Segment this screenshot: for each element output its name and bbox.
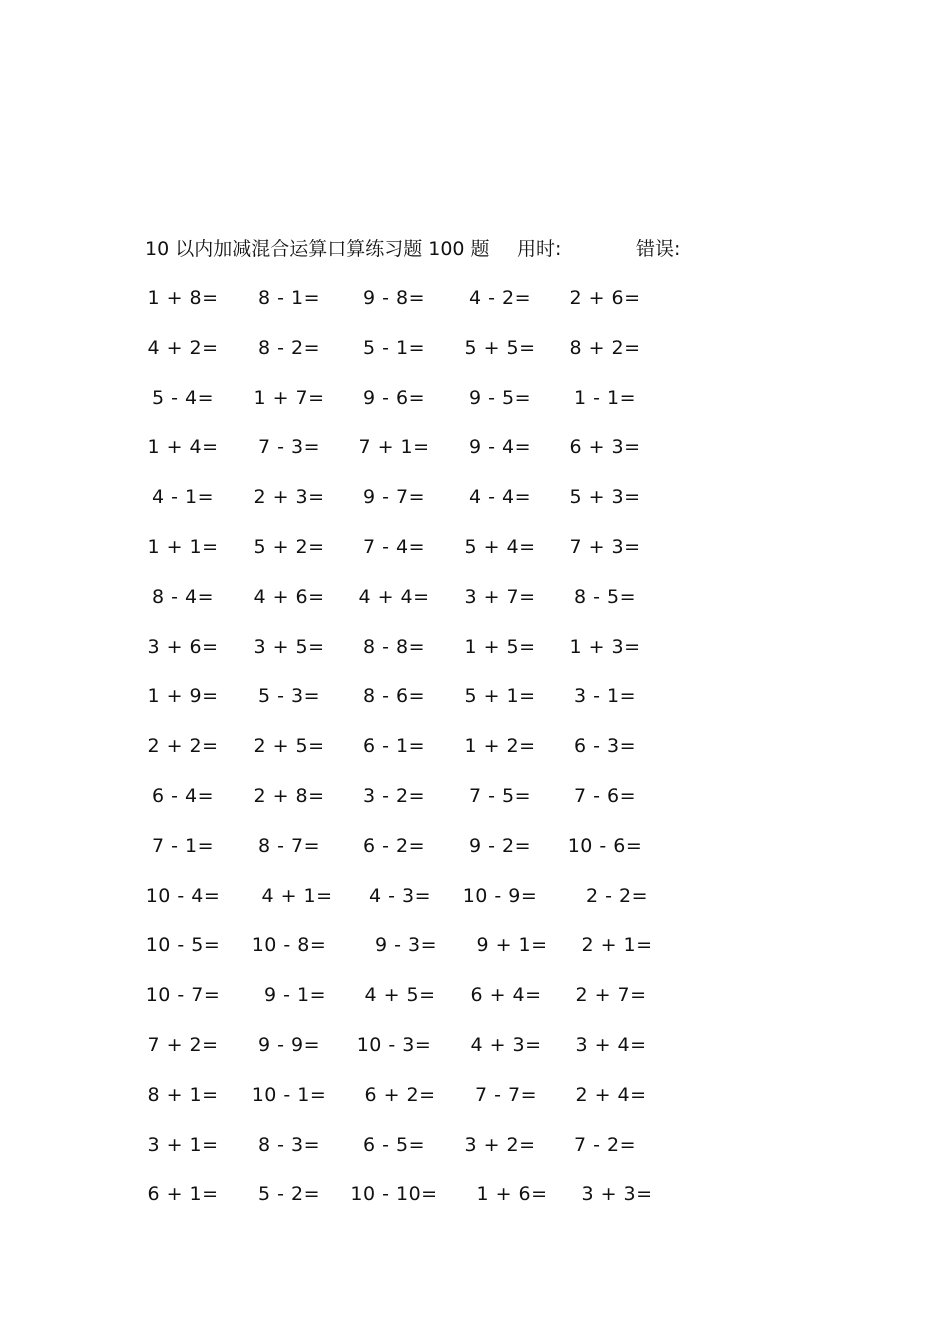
problem-row <box>140 1079 680 1129</box>
problem-item: 10 - 5= <box>145 934 221 957</box>
problem-item: 9 + 1= <box>476 934 548 957</box>
problem-item: 9 - 7= <box>362 486 426 509</box>
problem-row <box>140 531 680 581</box>
problem-item: 8 - 1= <box>257 287 321 309</box>
problem-item: 9 - 5= <box>468 386 532 409</box>
problem-item: 5 - 4= <box>151 386 215 409</box>
problem-item: 4 + 2= <box>147 336 219 359</box>
problem-item: 2 + 2= <box>147 735 219 758</box>
problem-item: 2 + 6= <box>569 287 641 309</box>
problem-item: 1 + 4= <box>147 436 219 459</box>
problem-item: 2 + 4= <box>575 1083 647 1106</box>
problem-item: 4 - 1= <box>151 486 215 509</box>
problem-item: 6 - 1= <box>362 735 426 758</box>
problem-row <box>140 880 680 930</box>
problem-item: 2 + 1= <box>581 934 653 957</box>
problem-item: 2 + 3= <box>253 486 325 509</box>
problem-item: 7 - 5= <box>468 784 532 807</box>
problem-item: 4 + 4= <box>358 585 430 608</box>
problem-item: 7 + 1= <box>358 436 430 459</box>
problem-item: 6 + 2= <box>364 1083 436 1106</box>
problem-item: 8 - 8= <box>362 635 426 658</box>
problem-item: 9 - 3= <box>374 934 438 957</box>
problem-item: 4 - 4= <box>468 486 532 509</box>
problem-item: 10 - 3= <box>356 1033 432 1056</box>
worksheet-title: 10 以内加减混合运算口算练习题 100 题 <box>145 238 490 260</box>
problem-row <box>140 631 680 681</box>
problem-item: 5 - 1= <box>362 336 426 359</box>
problem-row <box>140 581 680 631</box>
problem-item: 10 - 7= <box>145 984 221 1007</box>
problem-item: 3 + 2= <box>464 1133 536 1156</box>
problem-item: 7 + 2= <box>147 1033 219 1056</box>
problem-item: 1 + 8= <box>147 287 219 309</box>
problem-row <box>140 1029 680 1079</box>
problem-item: 3 + 1= <box>147 1133 219 1156</box>
problem-row <box>140 481 680 531</box>
problem-item: 8 - 6= <box>362 685 426 708</box>
problem-item: 6 - 2= <box>362 834 426 857</box>
problem-row <box>140 680 680 730</box>
problem-item: 7 - 3= <box>257 436 321 459</box>
problem-item: 2 + 7= <box>575 984 647 1007</box>
problem-item: 8 - 4= <box>151 585 215 608</box>
problem-item: 9 - 2= <box>468 834 532 857</box>
problem-row <box>140 282 680 332</box>
time-used-label: 用时: <box>517 238 562 260</box>
problem-row <box>140 830 680 880</box>
problem-item: 4 + 6= <box>253 585 325 608</box>
problem-item: 10 - 6= <box>567 834 643 857</box>
problem-item: 2 + 5= <box>253 735 325 758</box>
problem-item: 10 - 9= <box>462 884 538 907</box>
errors-label: 错误: <box>636 238 681 260</box>
problem-row <box>140 780 680 830</box>
problem-item: 9 - 6= <box>362 386 426 409</box>
problem-item: 4 + 1= <box>261 884 333 907</box>
problem-item: 5 + 1= <box>464 685 536 708</box>
problem-item: 6 - 5= <box>362 1133 426 1156</box>
problem-row <box>140 929 680 979</box>
problem-item: 1 + 3= <box>569 635 641 658</box>
problem-item: 7 + 3= <box>569 535 641 558</box>
problem-item: 3 + 7= <box>464 585 536 608</box>
problem-item: 8 + 2= <box>569 336 641 359</box>
problem-row <box>140 979 680 1029</box>
problem-item: 1 + 5= <box>464 635 536 658</box>
problem-item: 9 - 9= <box>257 1033 321 1056</box>
problem-item: 7 - 1= <box>151 834 215 857</box>
problem-grid <box>140 282 680 1228</box>
problem-item: 6 - 4= <box>151 784 215 807</box>
problem-row <box>140 730 680 780</box>
problem-item: 3 + 6= <box>147 635 219 658</box>
problem-item: 6 - 3= <box>573 735 637 758</box>
problem-row <box>140 1129 680 1179</box>
problem-item: 10 - 10= <box>350 1183 438 1206</box>
problem-item: 3 + 4= <box>575 1033 647 1056</box>
problem-item: 3 - 2= <box>362 784 426 807</box>
problem-item: 8 - 3= <box>257 1133 321 1156</box>
problem-item: 1 + 6= <box>476 1183 548 1206</box>
problem-item: 5 + 5= <box>464 336 536 359</box>
problem-item: 3 + 3= <box>581 1183 653 1206</box>
problem-item: 5 - 3= <box>257 685 321 708</box>
problem-item: 4 - 2= <box>468 287 532 309</box>
worksheet-header <box>145 233 681 265</box>
problem-item: 6 + 1= <box>147 1183 219 1206</box>
problem-item: 9 - 8= <box>362 287 426 309</box>
problem-item: 8 - 7= <box>257 834 321 857</box>
problem-item: 7 - 7= <box>474 1083 538 1106</box>
problem-row <box>140 382 680 432</box>
problem-item: 4 - 3= <box>368 884 432 907</box>
problem-item: 5 + 4= <box>464 535 536 558</box>
problem-item: 7 - 4= <box>362 535 426 558</box>
problem-row <box>140 431 680 481</box>
problem-item: 5 + 3= <box>569 486 641 509</box>
problem-item: 1 + 2= <box>464 735 536 758</box>
problem-item: 1 - 1= <box>573 386 637 409</box>
problem-item: 6 + 3= <box>569 436 641 459</box>
problem-item: 3 + 5= <box>253 635 325 658</box>
problem-item: 8 - 2= <box>257 336 321 359</box>
problem-item: 8 - 5= <box>573 585 637 608</box>
problem-item: 5 + 2= <box>253 535 325 558</box>
problem-item: 10 - 1= <box>251 1083 327 1106</box>
problem-item: 1 + 7= <box>253 386 325 409</box>
problem-item: 2 + 8= <box>253 784 325 807</box>
problem-item: 10 - 8= <box>251 934 327 957</box>
problem-item: 3 - 1= <box>573 685 637 708</box>
problem-item: 10 - 4= <box>145 884 221 907</box>
problem-item: 6 + 4= <box>470 984 542 1007</box>
problem-item: 4 + 5= <box>364 984 436 1007</box>
problem-item: 2 - 2= <box>585 884 649 907</box>
problem-item: 4 + 3= <box>470 1033 542 1056</box>
problem-item: 8 + 1= <box>147 1083 219 1106</box>
problem-row <box>140 332 680 382</box>
problem-item: 5 - 2= <box>257 1183 321 1206</box>
problem-item: 7 - 6= <box>573 784 637 807</box>
problem-item: 7 - 2= <box>573 1133 637 1156</box>
problem-item: 9 - 1= <box>263 984 327 1007</box>
problem-row <box>140 1178 680 1228</box>
problem-item: 9 - 4= <box>468 436 532 459</box>
problem-item: 1 + 1= <box>147 535 219 558</box>
problem-item: 1 + 9= <box>147 685 219 708</box>
